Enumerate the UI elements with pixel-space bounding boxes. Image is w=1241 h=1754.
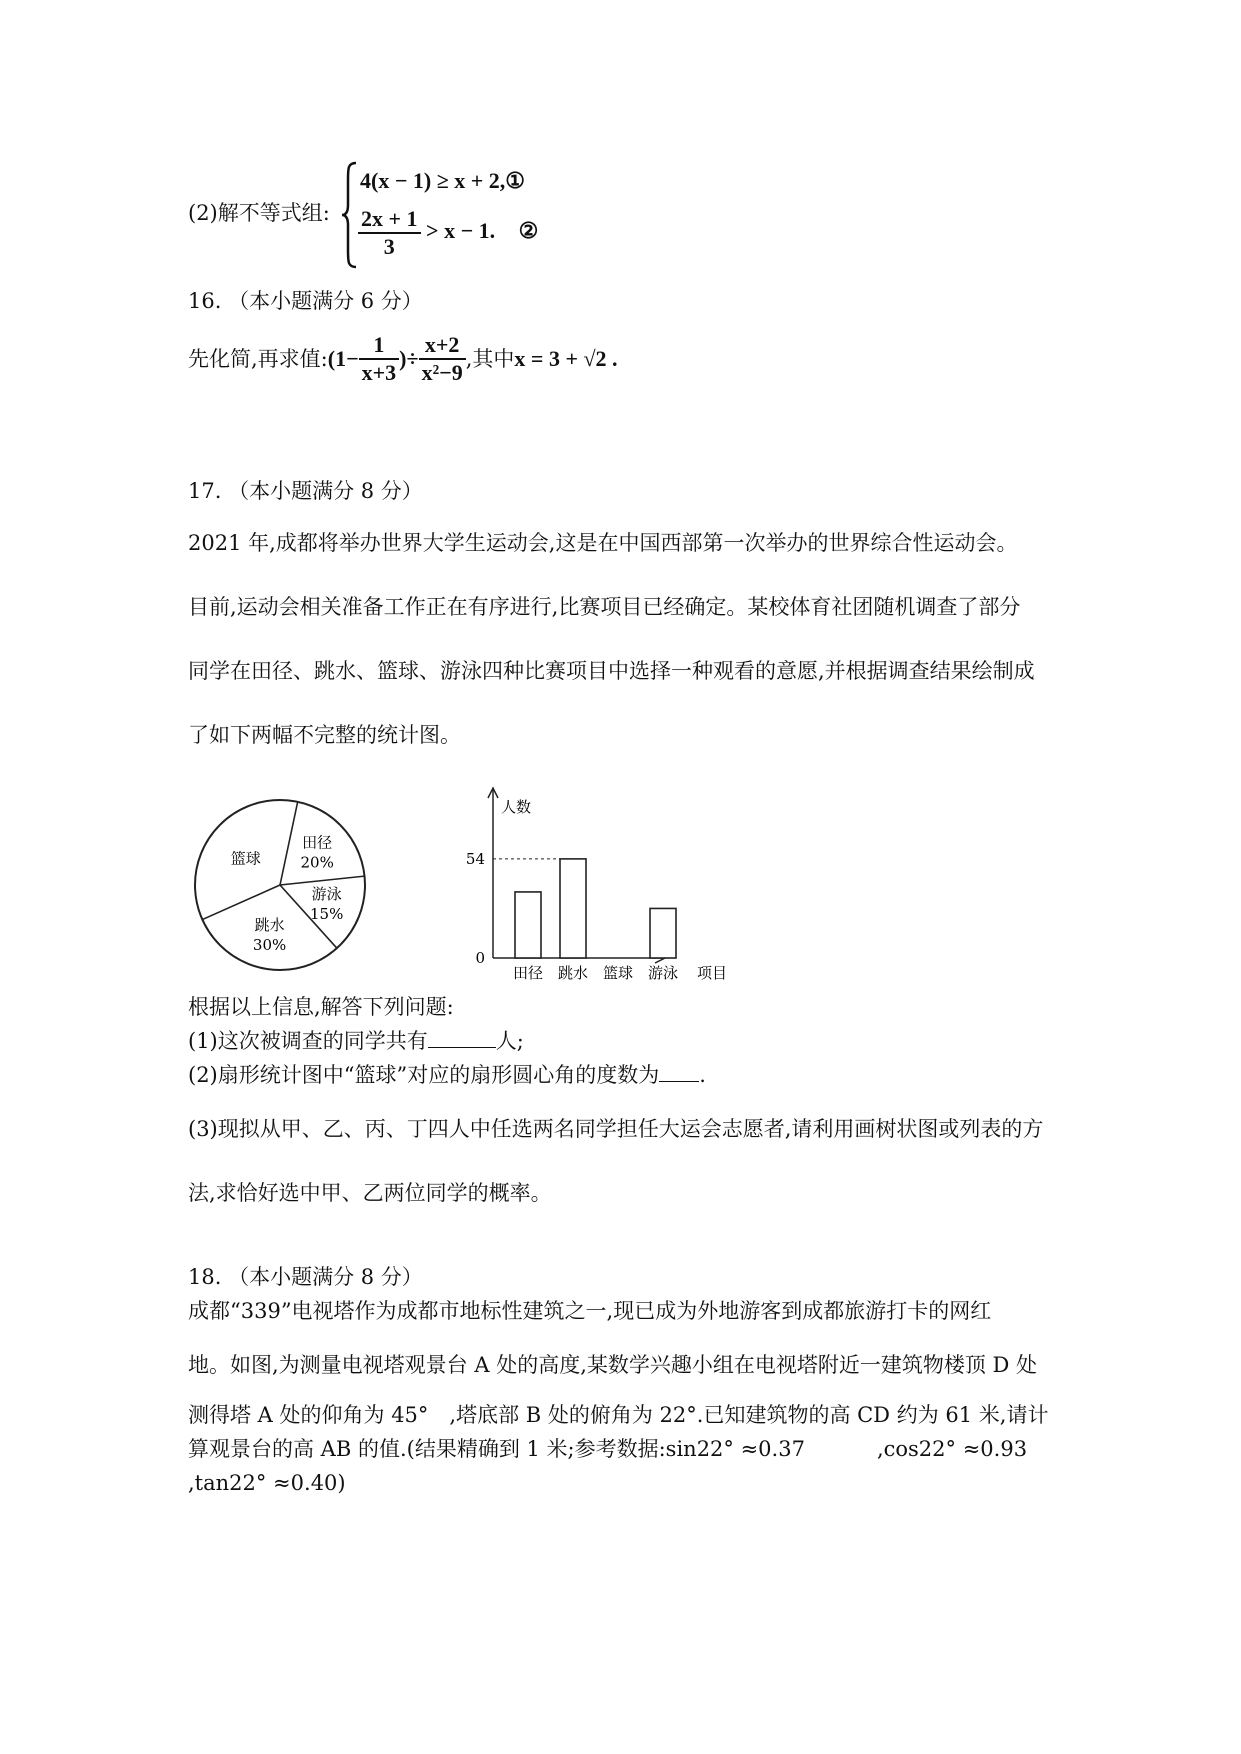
pie-slice-label: 田径 — [302, 833, 333, 852]
q17-intro: 根据以上信息,解答下列问题: — [188, 995, 454, 1019]
fraction-1-numerator: 1 — [373, 332, 385, 357]
pie-slice-label: 游泳 — [311, 884, 342, 903]
q17-sub2-end: . — [699, 1063, 706, 1087]
x-axis-label: 项目 — [697, 964, 728, 982]
q17-sub2-text: (2)扇形统计图中“篮球”对应的扇形圆心角的度数为 — [188, 1063, 660, 1087]
q18-header: 18. （本小题满分 8 分） — [188, 1265, 423, 1289]
q16-expression — [188, 332, 618, 386]
q18-line-4-a: 算观景台的高 AB 的值.(结果精确到 1 米;参考数据:sin22° ≈0.37 — [188, 1437, 805, 1461]
pie-slice-percent: 20% — [300, 853, 334, 872]
fraction — [358, 206, 421, 260]
pie-slice-label: 篮球 — [230, 849, 261, 868]
answer-blank-1 — [428, 1027, 496, 1048]
q16-prefix: 先化简,再求值: — [188, 347, 328, 371]
y-tick-54: 54 — [465, 849, 485, 868]
q17-sub1 — [188, 1026, 524, 1056]
fraction-2 — [419, 332, 466, 386]
q17-sub3-line-2: 法,求恰好选中甲、乙两位同学的概率。 — [188, 1181, 552, 1205]
q15-2-inequality-2 — [358, 206, 538, 260]
fraction-numerator: 2x + 1 — [361, 206, 418, 231]
pie-slice-percent: 15% — [310, 904, 344, 923]
q17-paragraph-3: 同学在田径、跳水、篮球、游泳四种比赛项目中选择一种观看的意愿,并根据调查结果绘制成 — [188, 659, 1035, 683]
q16-header: 16. （本小题满分 6 分） — [188, 289, 423, 313]
q17-sub3-line-1: (3)现拟从甲、乙、丙、丁四人中任选两名同学担任大运会志愿者,请利用画树状图或列表的方 — [188, 1117, 1044, 1141]
circled-two: ② — [518, 218, 539, 244]
q18-line-3: 测得塔 A 处的仰角为 45° ,塔底部 B 处的俯角为 22°.已知建筑物的高 CD 约为 61 米,请计 — [188, 1403, 1049, 1427]
fraction-2-denominator: x²−9 — [419, 358, 466, 386]
answer-blank-2 — [659, 1061, 699, 1082]
q18-line-4-b: ,cos22° ≈0.93 — [876, 1437, 1028, 1461]
pie-slice-boundary-0 — [280, 802, 298, 885]
q17-paragraph-2: 目前,运动会相关准备工作正在有序进行,比赛项目已经确定。某校体育社团随机调查了部分 — [188, 595, 1021, 619]
x-tick-跳水: 跳水 — [557, 964, 589, 982]
fraction-denominator: 3 — [358, 232, 421, 260]
q15-2-label: (2)解不等式组: — [188, 201, 330, 225]
q16-where: ,其中 — [465, 347, 515, 371]
fraction-2-numerator: x+2 — [424, 332, 460, 357]
expr-divide: )÷ — [399, 346, 419, 371]
x-tick-游泳: 游泳 — [647, 964, 679, 982]
pie-slice-percent: 30% — [252, 935, 287, 954]
fraction-1 — [359, 332, 400, 386]
y-tick-0: 0 — [475, 949, 485, 967]
x-tick-田径: 田径 — [512, 964, 544, 982]
pie-slice-boundary-1 — [280, 876, 365, 885]
pie-slice-boundary-3 — [202, 885, 280, 920]
left-brace — [340, 160, 360, 270]
q17-header: 17. （本小题满分 8 分） — [188, 479, 423, 503]
q18-line-5: ,tan22° ≈0.40) — [188, 1471, 346, 1495]
bar-田径 — [515, 892, 541, 958]
q18-line-4 — [188, 1434, 1027, 1464]
bar-chart — [460, 780, 770, 985]
pie-chart — [190, 795, 370, 975]
q17-sub1-unit: 人; — [495, 1029, 524, 1053]
expr-open: (1− — [327, 346, 359, 371]
y-axis-label: 人数 — [501, 798, 532, 816]
bar-跳水 — [560, 859, 586, 958]
inequality-rest: > x − 1. — [426, 218, 496, 244]
x-tick-篮球: 篮球 — [602, 964, 634, 982]
q17-sub1-text: (1)这次被调查的同学共有 — [188, 1029, 428, 1053]
q17-sub2 — [188, 1060, 706, 1090]
q17-paragraph-1: 2021 年,成都将举办世界大学生运动会,这是在中国西部第一次举办的世界综合性运动会。 — [188, 531, 1018, 555]
fraction-1-denominator: x+3 — [359, 358, 400, 386]
q18-line-2: 地。如图,为测量电视塔观景台 A 处的高度,某数学兴趣小组在电视塔附近一建筑物楼顶 D 处 — [188, 1353, 1038, 1377]
q16-x-value: x = 3 + √2 . — [514, 346, 618, 371]
q17-paragraph-4: 了如下两幅不完整的统计图。 — [188, 723, 461, 747]
q15-2-inequality-1: 4(x − 1) ≥ x + 2,① — [360, 168, 526, 193]
bar-游泳 — [650, 908, 676, 958]
q18-line-1: 成都“339”电视塔作为成都市地标性建筑之一,现已成为外地游客到成都旅游打卡的网红 — [188, 1299, 992, 1323]
pie-slice-label: 跳水 — [254, 915, 285, 934]
